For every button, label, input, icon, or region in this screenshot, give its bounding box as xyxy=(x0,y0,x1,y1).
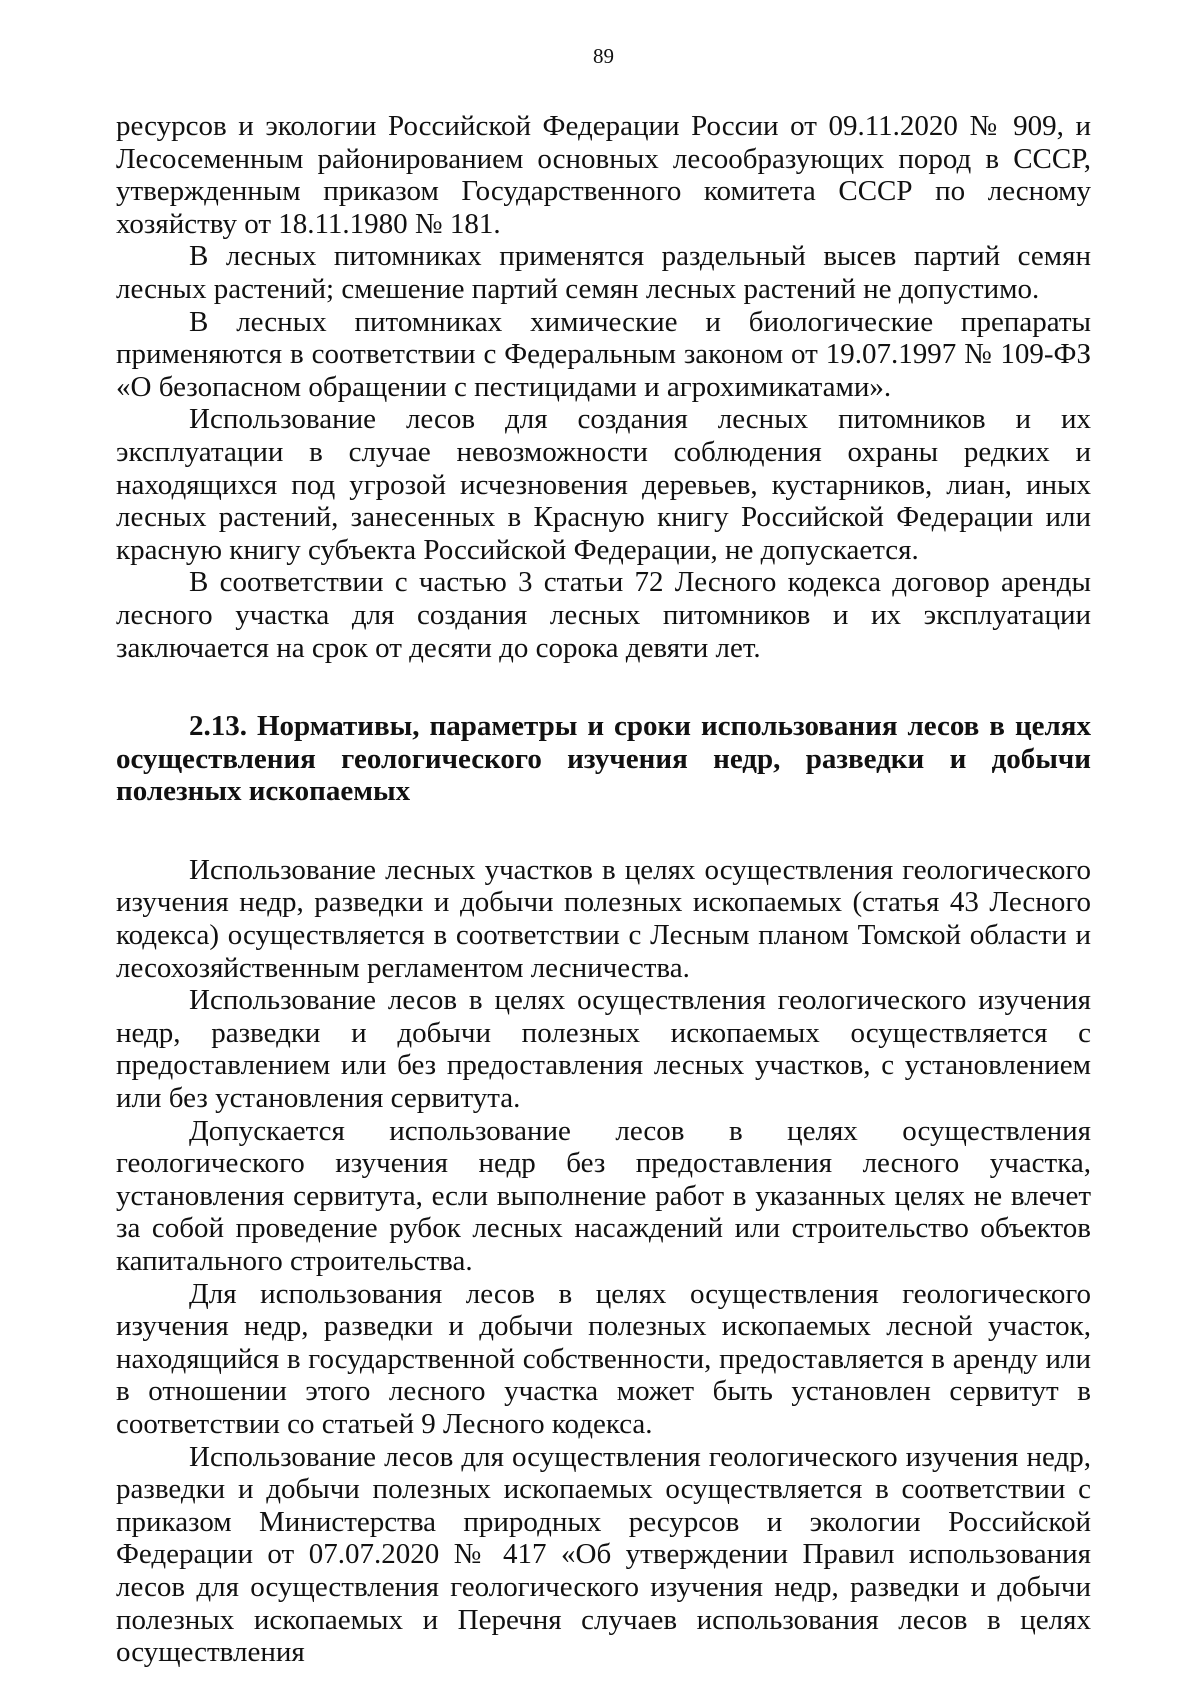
paragraph: Для использования лесов в целях осуществления геологического изучения недр, разведки и добычи полезных ископаемых лесной участок, находящийся в государственной собственности, предоставляется в аренду или в отношении этого лесного участка может быть установлен сервитут в соответствии со статьей 9 Лесного кодекса. xyxy=(116,1277,1091,1440)
section-heading: 2.13. Нормативы, параметры и сроки использования лесов в целях осуществления геологического изучения недр, разведки и добычи полезных ископаемых xyxy=(116,710,1091,808)
spacer xyxy=(116,664,1091,710)
page-number: 89 xyxy=(593,44,614,68)
paragraph: Допускается использование лесов в целях осуществления геологического изучения недр без предоставления лесного участка, установления сервитута, если выполнение работ в указанных целях не влечет за собой проведение рубок лесных насаждений или строительство объектов капитального строительства. xyxy=(116,1114,1091,1277)
spacer xyxy=(116,808,1091,854)
paragraph: ресурсов и экологии Российской Федерации России от 09.11.2020 № 909, и Лесосеменным районированием основных лесообразующих пород в СССР, утвержденным приказом Государственного комитета СССР по лесному хозяйству от 18.11.1980 № 181. xyxy=(116,110,1091,240)
paragraph: В лесных питомниках применятся раздельный высев партий семян лесных растений; смешение партий семян лесных растений не допустимо. xyxy=(116,240,1091,305)
paragraph: Использование лесных участков в целях осуществления геологического изучения недр, разведки и добычи полезных ископаемых (статья 43 Лесного кодекса) осуществляется в соответствии с Лесным планом Томской области и лесохозяйственным регламентом лесничества. xyxy=(116,853,1091,984)
paragraph: Использование лесов в целях осуществления геологического изучения недр, разведки и добычи полезных ископаемых осуществляется с предоставлением или без предоставления лесных участков, с установлением или без установления сервитута. xyxy=(116,984,1091,1115)
paragraph: В соответствии с частью 3 статьи 72 Лесного кодекса договор аренды лесного участка для создания лесных питомников и их эксплуатации заключается на срок от десяти до сорока девяти лет. xyxy=(116,566,1091,664)
paragraph: Использование лесов для осуществления геологического изучения недр, разведки и добычи полезных ископаемых осуществляется в соответствии с приказом Министерства природных ресурсов и экологии Российской Федерации от 07.07.2020 № 417 «Об утверждении Правил использования лесов для осуществления геологического изучения недр, разведки и добычи полезных ископаемых и Перечня случаев использования лесов в целях осуществления xyxy=(116,1440,1091,1669)
paragraph: Использование лесов для создания лесных питомников и их эксплуатации в случае невозможности соблюдения охраны редких и находящихся под угрозой исчезновения деревьев, кустарников, лиан, иных лесных растений, занесенных в Красную книгу Российской Федерации или красную книгу субъекта Российской Федерации, не допускается. xyxy=(116,403,1091,566)
paragraph: В лесных питомниках химические и биологические препараты применяются в соответствии с Федеральным законом от 19.07.1997 № 109-ФЗ «О безопасном обращении с пестицидами и агрохимикатами». xyxy=(116,305,1091,403)
document-body xyxy=(116,110,1091,1669)
